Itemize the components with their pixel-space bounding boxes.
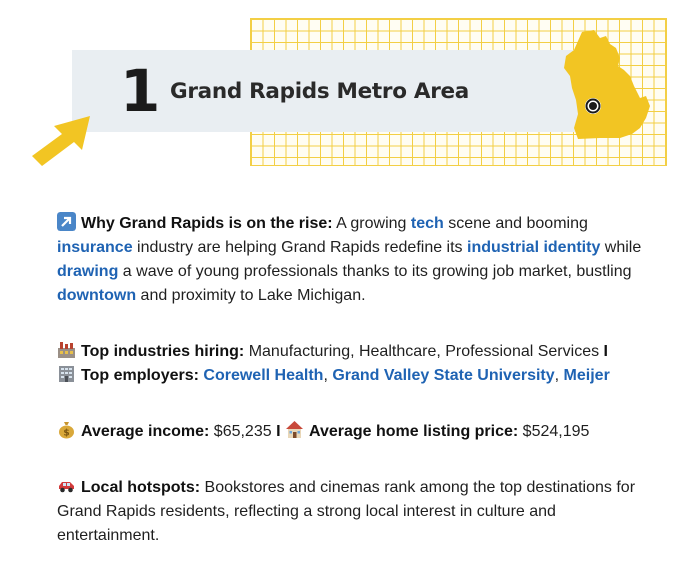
hotspots-paragraph [57, 476, 657, 548]
rise-label: Why Grand Rapids is on the rise: [81, 215, 333, 232]
link-industrial-identity[interactable]: industrial identity [467, 239, 601, 256]
separator: I [276, 423, 281, 440]
banner-title: Grand Rapids Metro Area [170, 79, 469, 104]
employers-label: Top employers: [81, 367, 199, 384]
hotspots-label: Local hotspots: [81, 479, 201, 496]
up-right-arrow-emoji-icon [57, 212, 76, 231]
industries-paragraph [57, 340, 657, 388]
income-value: $65,235 [209, 423, 277, 440]
article-body [57, 212, 657, 580]
link-meijer[interactable]: Meijer [563, 367, 610, 384]
comma: , [323, 367, 333, 384]
link-tech[interactable]: tech [410, 215, 444, 232]
arrow-up-right-icon [32, 114, 92, 166]
industries-label: Top industries hiring: [81, 343, 245, 360]
home-price-value: $524,195 [518, 423, 590, 440]
money-bag-emoji-icon [57, 420, 76, 439]
rise-text-5: a wave of young professionals thanks to its growing job market, bustling [118, 263, 632, 280]
rank-number: 1 [120, 57, 161, 125]
hotspots-text: Bookstores and cinemas rank among the top destinations for Grand Rapids residents, reflecting a strong local interest in culture and entertainment. [57, 479, 636, 544]
factory-emoji-icon [57, 340, 76, 359]
location-pin-icon [585, 98, 601, 114]
car-emoji-icon [57, 476, 76, 495]
rise-text-4: while [600, 239, 642, 256]
link-grand-valley-state-university[interactable]: Grand Valley State University [332, 367, 555, 384]
rise-text-1: A growing [332, 215, 411, 232]
rise-text-6: and proximity to Lake Michigan. [136, 287, 366, 304]
header-banner [0, 0, 700, 180]
industries-value: Manufacturing, Healthcare, Professional Services [244, 343, 604, 360]
rise-text-3: industry are helping Grand Rapids redefine its [132, 239, 467, 256]
link-corewell-health[interactable]: Corewell Health [203, 367, 324, 384]
income-paragraph [57, 420, 657, 444]
separator: I [603, 343, 608, 360]
svg-text:$: $ [63, 428, 70, 439]
comma: , [554, 367, 564, 384]
rise-paragraph [57, 212, 657, 308]
office-building-emoji-icon [57, 364, 76, 383]
link-downtown[interactable]: downtown [57, 287, 137, 304]
rise-text-2: scene and booming [443, 215, 588, 232]
link-drawing[interactable]: drawing [57, 263, 119, 280]
income-label: Average income: [81, 423, 210, 440]
link-insurance[interactable]: insurance [57, 239, 133, 256]
home-price-label: Average home listing price: [308, 423, 519, 440]
michigan-map-icon [560, 28, 652, 140]
house-emoji-icon [285, 420, 304, 439]
